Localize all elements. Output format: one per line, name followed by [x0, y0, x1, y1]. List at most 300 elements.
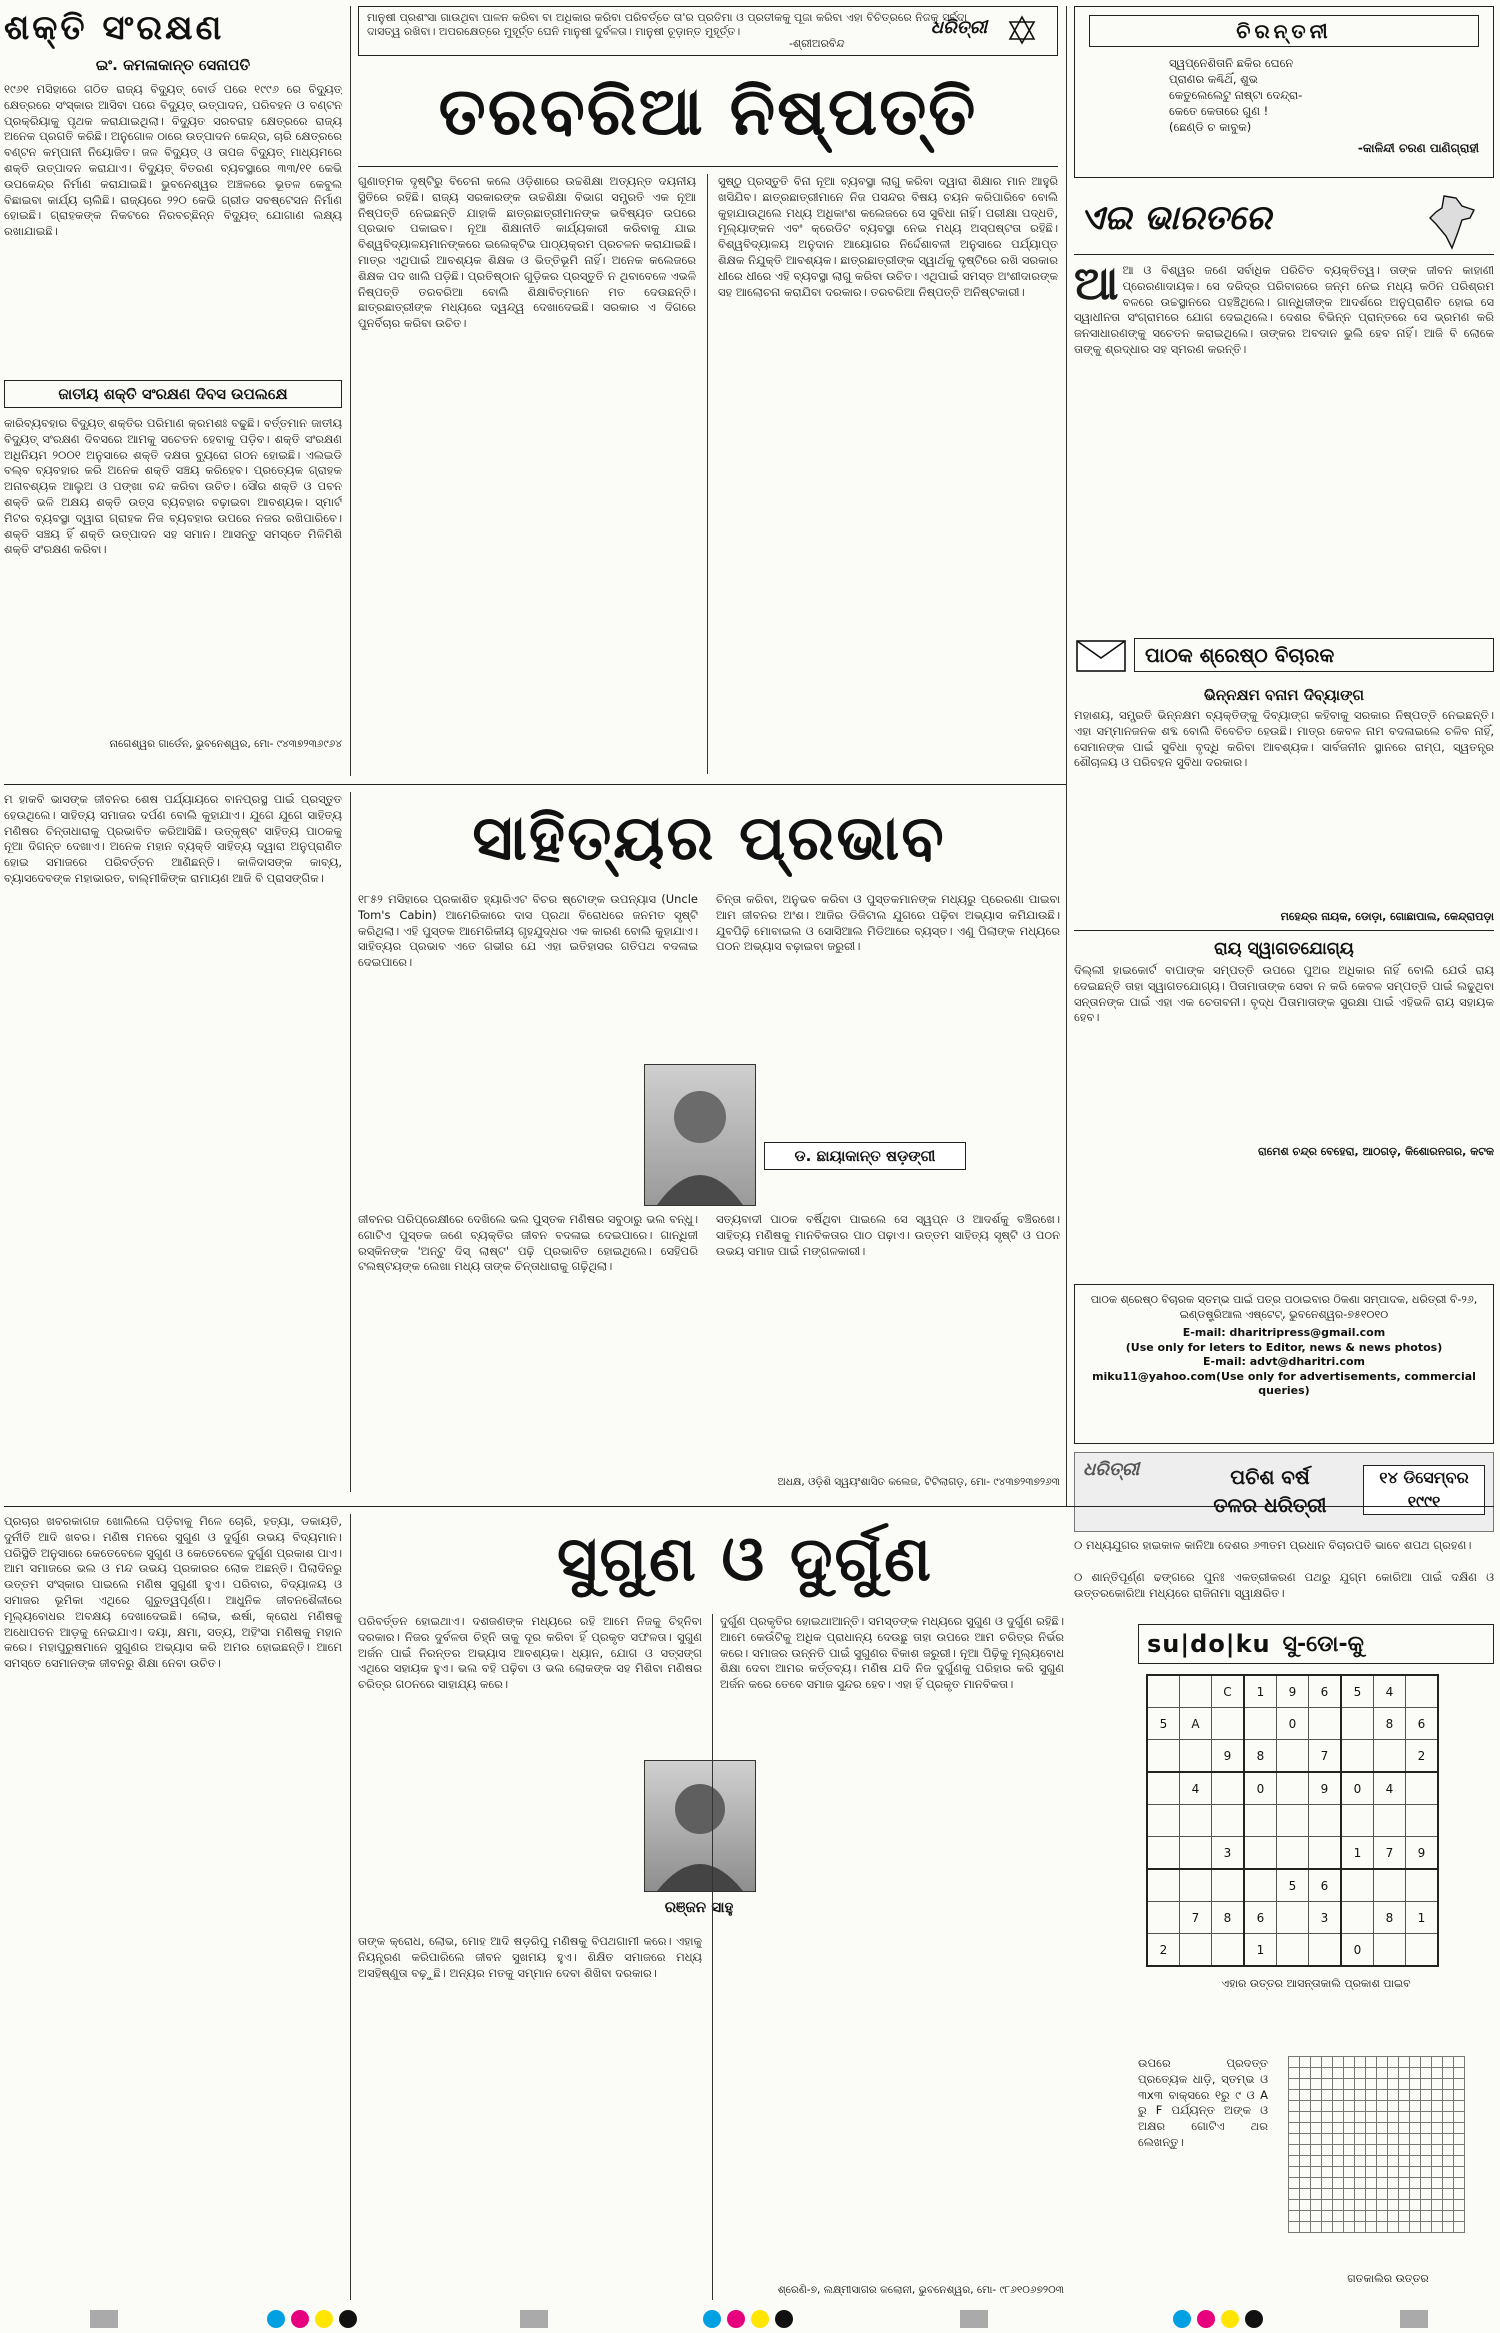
answer-cell — [1366, 2189, 1377, 2200]
sudoku-cell — [1341, 1869, 1374, 1902]
sudoku-cell — [1406, 1869, 1439, 1902]
answer-cell — [1399, 2145, 1410, 2156]
sahitya-col-1: ମ ହାକବି ଭାସଙ୍କ ଜୀବନର ଶେଷ ପର୍ଯ୍ୟାୟରେ ବାନପ୍ରସ୍ଥ ପାଇଁ ପ୍ରସ୍ତୁତ ହେଉଥିଲେ। ସାହିତ୍ୟ ସମାଜର ଦର୍ପଣ ବୋଲି କୁହାଯାଏ। ଯୁଗେ ଯୁଗେ ସାହିତ୍ୟ ମଣିଷର ଚିନ୍ତାଧାରାକୁ ପ୍ରଭାବିତ କରିଆସିଛି। ଉତ୍କୃଷ୍ଟ ସାହିତ୍ୟ ପାଠକକୁ ନୂଆ ଦିଗନ୍ତ ଦେଖାଏ। ଅନେକ ମହାନ ବ୍ୟକ୍ତି ସାହିତ୍ୟ ଦ୍ୱାରା ଅନୁପ୍ରାଣିତ ହୋଇ ସମାଜରେ ପରିବର୍ତ୍ତନ ଆଣିଛନ୍ତି। କାଳିଦାସଙ୍କ କାବ୍ୟ, ବ୍ୟାସଦେବଙ୍କ ମହାଭାରତ, ବାଲ୍ମୀକିଙ୍କ ରାମାୟଣ ଆଜି ବି ପ୍ରାସଙ୍ଗିକ। — [4, 792, 342, 885]
letters-header — [1074, 636, 1494, 676]
answer-cell — [1366, 2090, 1377, 2101]
divider — [1074, 930, 1494, 931]
sudoku-cell — [1147, 1902, 1180, 1934]
poem-line: ପ୍ରାଣର କଣ୍ଢିଥିଁ, ଶୁଭ — [1169, 72, 1258, 86]
star-icon — [1007, 15, 1037, 45]
answer-cell — [1454, 2101, 1465, 2112]
answer-cell — [1399, 2167, 1410, 2178]
answer-cell — [1289, 2156, 1300, 2167]
sudoku-cell — [1180, 1740, 1212, 1773]
answer-cell — [1333, 2189, 1344, 2200]
answer-cell — [1344, 2222, 1355, 2233]
sudoku-cell: 9 — [1212, 1740, 1245, 1773]
sudoku-answer-grid — [1288, 2056, 1465, 2233]
pachisa-logo: ଧରିତ୍ରୀ — [1083, 1459, 1140, 1480]
sudoku-cell — [1147, 1869, 1180, 1902]
sudoku-title-en: su|do|ku — [1147, 1630, 1271, 1658]
article-body: ୧୯୬୧ ମସିହାରେ ଗଠିତ ରାଜ୍ୟ ବିଦ୍ୟୁତ୍ ବୋର୍ଡ ପରେ ୧୯୯୬ ରେ ବିଦ୍ୟୁତ୍ କ୍ଷେତ୍ରରେ ସଂସ୍କାର ଆସିବା ପରେ ବିଦ୍ୟୁତ୍ ଉତ୍ପାଦନ, ପରିବହନ ଓ ବଣ୍ଟନ ପ୍ରକ୍ରିୟାକୁ ପୃଥକ କରାଯାଇଥିଲା। ବିଦ୍ୟୁତ ସରବରାହ କ୍ଷେତ୍ରରେ ରାଜ୍ୟ ଅନେକ ପ୍ରଗତି କରିଛି। ଅନୁଗୋଳ ଠାରେ ଉତ୍ପାଦନ କେନ୍ଦ୍ର, ଚାରି କ୍ଷେତ୍ରରେ ବଣ୍ଟନ କମ୍ପାନୀ ନିୟୋଜିତ। ଜଳ ବିଦ୍ୟୁତ୍ ଓ ତାପଜ ବିଦ୍ୟୁତ୍ ମାଧ୍ୟମରେ ଶକ୍ତି ଉତ୍ପାଦନ କରାଯାଏ। ବିଦ୍ୟୁତ୍ ବିତରଣ ବ୍ୟବସ୍ଥାରେ ୩୩/୧୧ କେଭି ଉପକେନ୍ଦ୍ର ନିର୍ମାଣ କରାଯାଇଛି। ଭୁବନେଶ୍ୱର ଅଞ୍ଚଳରେ ଭୂତଳ କେବୁଲ ବିଛାଇବା କାର୍ଯ୍ୟ ଚାଲିଛି। ରାଜ୍ୟରେ ୨୨୦ କେଭି ଗ୍ରୀଡ ସବଷ୍ଟେସନ ନିର୍ମାଣ ହୋଇଛି। ଗ୍ରାହକଙ୍କ ନିକଟରେ ନିରବଚ୍ଛିନ୍ନ ବିଦ୍ୟୁତ୍ ଯୋଗାଣ ଲକ୍ଷ୍ୟ ରଖାଯାଇଛି। — [4, 82, 342, 239]
sudoku-cell — [1277, 1837, 1309, 1870]
sudoku-header — [1138, 1624, 1494, 1664]
answer-row — [1289, 2145, 1465, 2156]
answer-cell — [1388, 2167, 1399, 2178]
answer-cell — [1432, 2156, 1443, 2167]
sudoku-cell — [1406, 1675, 1439, 1708]
bharat-title: ଏଇ ଭାରତରେ — [1080, 198, 1272, 238]
sudoku-cell — [1180, 1837, 1212, 1870]
answer-cell — [1421, 2101, 1432, 2112]
answer-row — [1289, 2134, 1465, 2145]
answer-cell — [1377, 2057, 1388, 2068]
sudoku-cell — [1212, 1934, 1245, 1967]
answer-cell — [1300, 2101, 1311, 2112]
answer-cell — [1300, 2178, 1311, 2189]
answer-cell — [1410, 2211, 1421, 2222]
answer-cell — [1366, 2101, 1377, 2112]
answer-row — [1289, 2200, 1465, 2211]
answer-cell — [1366, 2222, 1377, 2233]
answer-cell — [1454, 2090, 1465, 2101]
answer-cell — [1454, 2112, 1465, 2123]
answer-cell — [1410, 2112, 1421, 2123]
answer-cell — [1432, 2211, 1443, 2222]
answer-cell — [1399, 2112, 1410, 2123]
answer-cell — [1432, 2134, 1443, 2145]
divider — [4, 784, 1066, 785]
answer-row — [1289, 2211, 1465, 2222]
answer-cell — [1443, 2211, 1454, 2222]
answer-cell — [1300, 2145, 1311, 2156]
letter-1-body: ମହାଶୟ, ସମ୍ପ୍ରତି ଭିନ୍ନକ୍ଷମ ବ୍ୟକ୍ତିଙ୍କୁ ଦିବ୍ୟାଙ୍ଗ କହିବାକୁ ସରକାର ନିଷ୍ପତ୍ତି ନେଇଛନ୍ତି। ଏହା ସମ୍ମାନଜନକ ଶବ୍ଦ ବୋଲି ବିବେଚିତ ହେଉଛି। ମାତ୍ର କେବଳ ନାମ ବଦଳାଇଲେ ଚଳିବ ନାହିଁ, ସେମାନଙ୍କ ପାଇଁ ସୁବିଧା ବୃଦ୍ଧି କରିବା ଆବଶ୍ୟକ। ସାର୍ବଜନୀନ ସ୍ଥାନରେ ରାମ୍ପ, ସ୍ୱତନ୍ତ୍ର ଶୌଚାଳୟ ଓ ପରିବହନ ସୁବିଧା ଦରକାର। — [1074, 708, 1494, 770]
sahitya-col-4: ଜୀବନର ପରିପ୍ରେକ୍ଷୀରେ ଦେଖିଲେ ଭଲ ପୁସ୍ତକ ମଣିଷର ସବୁଠାରୁ ଭଲ ବନ୍ଧୁ। ଗୋଟିଏ ପୁସ୍ତକ ଜଣେ ବ୍ୟକ୍ତିର ଜୀବନ ବଦଳାଇ ଦେଇପାରେ। ଗାନ୍ଧିଜୀ ରସ୍କିନଙ୍କ 'ଅନ୍ଟୁ ଦିସ୍ ଲାଷ୍ଟ' ପଢ଼ି ପ୍ରଭାବିତ ହୋଇଥିଲେ। ସେହିପରି ଟଲଷ୍ଟୟଙ୍କ ଲେଖା ମଧ୍ୟ ତାଙ୍କ ଚିନ୍ତାଧାରାକୁ ଗଢ଼ିଥିଲା। — [358, 1212, 698, 1274]
sudoku-cell — [1244, 1708, 1277, 1740]
sudoku-cell — [1406, 1934, 1439, 1967]
sudoku-cell: 1 — [1406, 1902, 1439, 1934]
answer-row — [1289, 2090, 1465, 2101]
sudoku-cell — [1406, 1772, 1439, 1805]
answer-cell — [1454, 2222, 1465, 2233]
answer-cell — [1443, 2145, 1454, 2156]
answer-cell — [1443, 2200, 1454, 2211]
answer-cell — [1300, 2211, 1311, 2222]
sudoku-note: ଏହାର ଉତ୍ତର ଆସନ୍ତାକାଲି ପ୍ରକାଶ ପାଇବ — [1221, 1977, 1411, 1990]
answer-cell — [1355, 2200, 1366, 2211]
sugun-col-4: ଦୁର୍ଗୁଣ ପ୍ରକୃତିର ହୋଇଥାଆନ୍ତି। ସମସ୍ତଙ୍କ ମଧ୍ୟରେ ସୁଗୁଣ ଓ ଦୁର୍ଗୁଣ ରହିଛି। ଆମେ କେଉଁଟିକୁ ଅଧିକ ପ୍ରାଧାନ୍ୟ ଦେଉଛୁ ତାହା ଉପରେ ଆମ ଚରିତ୍ର ନିର୍ଭର କରେ। ସମାଜର ଉନ୍ନତି ପାଇଁ ସୁଗୁଣର ବିକାଶ ଜରୁରୀ। ନୂଆ ପିଢ଼ିକୁ ମୂଲ୍ୟବୋଧ ଶିକ୍ଷା ଦେବା ଆମର କର୍ତ୍ତବ୍ୟ। ମଣିଷ ଯଦି ନିଜ ଦୁର୍ଗୁଣକୁ ପରିହାର କରି ସୁଗୁଣ ଅର୍ଜନ କରେ ତେବେ ସମାଜ ସୁନ୍ଦର ହେବ। ଏହା ହିଁ ପ୍ରକୃତ ମାନବିକତା। — [720, 1614, 1064, 1692]
sudoku-cell: 8 — [1244, 1740, 1277, 1773]
article-author: ଇଂ. କମଳାକାନ୍ତ ସେନାପତି — [95, 56, 251, 74]
answer-cell — [1443, 2156, 1454, 2167]
answer-cell — [1410, 2090, 1421, 2101]
answer-row — [1289, 2068, 1465, 2079]
answer-cell — [1333, 2200, 1344, 2211]
sudoku-cell — [1212, 1708, 1245, 1740]
answer-cell — [1399, 2189, 1410, 2200]
answer-row — [1289, 2178, 1465, 2189]
article-title: ଶକ୍ତି ସଂରକ୍ଷଣ — [4, 8, 225, 48]
sudoku-cell — [1244, 1837, 1277, 1870]
sudoku-cell: 4 — [1180, 1772, 1212, 1805]
sahitya-col-2: ୧୮୫୨ ମସିହାରେ ପ୍ରକାଶିତ ହ୍ୟାରିଏଟ ବିଚର ଷ୍ଟୋଙ୍କ ଉପନ୍ୟାସ (Uncle Tom's Cabin) ଆମେରିକାରେ ଦାସ ପ୍ରଥା ବିରୋଧରେ ଜନମତ ସୃଷ୍ଟି କରିଥିଲା। ଏହି ପୁସ୍ତକ ଆମେରିକୀୟ ଗୃହଯୁଦ୍ଧର ଏକ କାରଣ ବୋଲି କୁହାଯାଏ। ସାହିତ୍ୟର ପ୍ରଭାବ ଏତେ ଗଭୀର ଯେ ଏହା ଇତିହାସର ଗତିପଥ ବଦଳାଇ ଦେଇପାରେ। — [358, 892, 698, 970]
answer-cell — [1399, 2200, 1410, 2211]
answer-cell — [1333, 2112, 1344, 2123]
answer-cell — [1311, 2167, 1322, 2178]
pachisa-title — [1185, 1463, 1355, 1519]
answer-cell — [1410, 2068, 1421, 2079]
answer-cell — [1344, 2134, 1355, 2145]
answer-cell — [1300, 2068, 1311, 2079]
answer-cell — [1388, 2145, 1399, 2156]
sudoku-row — [1147, 1708, 1438, 1740]
sudoku-row — [1147, 1902, 1438, 1934]
sugun-col-3: ତାଙ୍କ କ୍ରୋଧ, ଲୋଭ, ମୋହ ଆଦି ଷଡ଼ରିପୁ ମଣିଷକୁ ବିପଥଗାମୀ କରେ। ଏହାକୁ ନିୟନ୍ତ୍ରଣ କରିପାରିଲେ ଜୀବନ ସୁଖମୟ ହୁଏ। ଶିକ୍ଷିତ ସମାଜରେ ମଧ୍ୟ ଅସହିଷ୍ଣୁତା ବଢ଼ୁଛି। ଅନ୍ୟର ମତକୁ ସମ୍ମାନ ଦେବା ଶିଖିବା ଦରକାର। — [358, 1934, 702, 1980]
poem-line: ସ୍ୱପ୍ନେଶିତାନି ଛକିର ଘେନେ — [1169, 56, 1294, 70]
print-marks — [0, 2308, 1500, 2330]
answer-cell — [1289, 2211, 1300, 2222]
answer-cell — [1333, 2057, 1344, 2068]
sudoku-cell: 4 — [1374, 1772, 1406, 1805]
answer-cell — [1300, 2079, 1311, 2090]
sudoku-cell — [1147, 1675, 1180, 1708]
answer-cell — [1333, 2134, 1344, 2145]
answer-cell — [1454, 2167, 1465, 2178]
answer-cell — [1322, 2079, 1333, 2090]
sudoku-row — [1147, 1934, 1438, 1967]
sudoku-section — [1138, 1624, 1494, 2304]
pachisa-item: ୦ ଶାନ୍ତିପୂର୍ଣ୍ଣ ଢଙ୍ଗରେ ପୁନଃ ଏକତ୍ରୀକରଣ ପଥରୁ ଯୁଗ୍ମ କୋରିଆ ପାଇଁ ଦକ୍ଷିଣ ଓ ଉତ୍ତରକୋରିଆ ମଧ୍ୟରେ ରାଜିନାମା ସ୍ୱାକ୍ଷରିତ। — [1074, 1570, 1494, 1600]
answer-cell — [1333, 2178, 1344, 2189]
answer-cell — [1333, 2167, 1344, 2178]
sudoku-cell: 6 — [1406, 1708, 1439, 1740]
answer-cell — [1300, 2189, 1311, 2200]
sudoku-cell — [1147, 1805, 1180, 1837]
answer-cell — [1454, 2068, 1465, 2079]
answer-cell — [1432, 2079, 1443, 2090]
answer-cell — [1377, 2189, 1388, 2200]
quote-text: ମାନୁଷୀ ପ୍ରଶଂସା ଗାଉଥିବା ପାଳନ କରିବା ବା ଅଧିକାର କରିବା ପରିବର୍ତ୍ତେ ତା'ର ପ୍ରତିମା ଓ ପ୍ରତୀକକୁ ପୂଜା କରିବା ଏହା ବିଚିତ୍ରରେ ନିଜକୁ ସର୍ବଦା ଦାସତ୍ୱ ରଖିବା। ଅପରକ୍ଷେତ୍ରେ ମୁହୂର୍ତ୍ତ ଘେନି ମାନୁଷୀ ଦୁର୍ବଳତା। ମାନୁଷୀ ଚୂଡ଼ାନ୍ତ ମୁହୂର୍ତ୍ତ। — [367, 11, 967, 38]
answer-cell — [1344, 2068, 1355, 2079]
sugun-byline: ଶ୍ରେଣି-୭, ଲକ୍ଷ୍ମୀସାଗର କଲୋନୀ, ଭୁବନେଶ୍ୱର, ମୋ- ୯୮୬୧୦୬୭୨୦୩ — [777, 2284, 1064, 2296]
answer-cell — [1421, 2178, 1432, 2189]
answer-cell — [1300, 2134, 1311, 2145]
answer-cell — [1355, 2156, 1366, 2167]
answer-cell — [1322, 2145, 1333, 2156]
editorial-col-1: ଗୁଣାତ୍ମକ ଦୃଷ୍ଟିରୁ ବିଚେନା କଲେ ଓଡ଼ିଶାରେ ଉଚ୍ଚଶିକ୍ଷା ଅତ୍ୟନ୍ତ ଦୟନୀୟ ସ୍ଥିତିରେ ରହିଛି। ରାଜ୍ୟ ସରକାରଙ୍କ ଉଚ୍ଚଶିକ୍ଷା ବିଭାଗ ସମ୍ପ୍ରତି ଏକ ନୂଆ ନିଷ୍ପତ୍ତି ନେଇଛନ୍ତି ଯାହାକି ଛାତ୍ରଛାତ୍ରୀମାନଙ୍କ ଭବିଷ୍ୟତ ଉପରେ ପ୍ରଭାବ ପକାଇବ। ନୂଆ ଶିକ୍ଷାନୀତି କାର୍ଯ୍ୟକାରୀ କରିବାକୁ ଯାଇ ବିଶ୍ୱବିଦ୍ୟାଳୟମାନଙ୍କରେ ଇଲେକ୍ଟିଭ ପାଠ୍ୟକ୍ରମ ପ୍ରଚଳନ କରାଯାଇଛି। ମାତ୍ର ଏଥିପାଇଁ ଆବଶ୍ୟକ ଶିକ୍ଷକ ଓ ଭିତ୍ତିଭୂମି ନାହିଁ। ଅନେକ କଲେଜରେ ଶିକ୍ଷକ ପଦ ଖାଲି ପଡ଼ିଛି। ପ୍ରତିଷ୍ଠାନ ଗୁଡ଼ିକର ପ୍ରସ୍ତୁତି ନ ଥିବାବେଳେ ଏଭଳି ନିଷ୍ପତ୍ତି ତରବରିଆ ବୋଲି ଶିକ୍ଷାବିତ୍‌ମାନେ ମତ ଦେଉଛନ୍ତି। ଛାତ୍ରଛାତ୍ରୀଙ୍କ ମଧ୍ୟରେ ଦ୍ୱନ୍ଦ୍ୱ ଦେଖାଦେଇଛି। ସରକାର ଏ ଦିଗରେ ପୁନର୍ବିଚାର କରିବା ଉଚିତ। — [358, 174, 696, 331]
sudoku-cell: 5 — [1277, 1869, 1309, 1902]
india-map-icon — [1422, 192, 1482, 256]
answer-cell — [1289, 2178, 1300, 2189]
poem-line: କେତେ କେତାରେ ଗୁଣ ! — [1169, 104, 1269, 118]
answer-row — [1289, 2079, 1465, 2090]
answer-cell — [1377, 2156, 1388, 2167]
answer-cell — [1432, 2068, 1443, 2079]
answer-cell — [1322, 2211, 1333, 2222]
answer-cell — [1355, 2211, 1366, 2222]
sudoku-cell — [1277, 1934, 1309, 1967]
editorial — [358, 62, 1058, 776]
answer-row — [1289, 2167, 1465, 2178]
answer-cell — [1443, 2090, 1454, 2101]
sudoku-title-or: ସୁ-ଡୋ-କୁ — [1282, 1631, 1364, 1657]
answer-cell — [1421, 2211, 1432, 2222]
gray-swatch — [520, 2310, 548, 2328]
answer-cell — [1388, 2079, 1399, 2090]
answer-cell — [1289, 2200, 1300, 2211]
chirantani-title: ଚିରନ୍ତନୀ — [1089, 15, 1479, 47]
article-sahitya — [4, 792, 1060, 1498]
answer-cell — [1311, 2200, 1322, 2211]
answer-cell — [1289, 2112, 1300, 2123]
answer-cell — [1344, 2123, 1355, 2134]
answer-cell — [1388, 2068, 1399, 2079]
answer-cell — [1377, 2123, 1388, 2134]
sudoku-row — [1147, 1675, 1438, 1708]
answer-cell — [1344, 2057, 1355, 2068]
cmyk-marks — [1170, 2310, 1266, 2332]
answer-cell — [1399, 2090, 1410, 2101]
answer-cell — [1322, 2167, 1333, 2178]
sudoku-cell — [1244, 1869, 1277, 1902]
answer-cell — [1366, 2156, 1377, 2167]
answer-cell — [1421, 2123, 1432, 2134]
sudoku-cell — [1147, 1837, 1180, 1870]
letter-2-title: ରାୟ ସ୍ୱାଗତଯୋଗ୍ୟ — [1214, 939, 1354, 959]
gray-swatch — [960, 2310, 988, 2328]
answer-cell — [1388, 2123, 1399, 2134]
answer-cell — [1344, 2101, 1355, 2112]
sudoku-cell: 8 — [1212, 1902, 1245, 1934]
answer-cell — [1355, 2145, 1366, 2156]
answer-cell — [1454, 2134, 1465, 2145]
answer-cell — [1377, 2112, 1388, 2123]
sudoku-cell — [1341, 1805, 1374, 1837]
answer-cell — [1454, 2200, 1465, 2211]
answer-cell — [1388, 2057, 1399, 2068]
sudoku-cell — [1341, 1740, 1374, 1773]
answer-cell — [1355, 2101, 1366, 2112]
sudoku-cell: 0 — [1277, 1708, 1309, 1740]
answer-cell — [1333, 2090, 1344, 2101]
answer-cell — [1289, 2134, 1300, 2145]
sudoku-cell: 8 — [1374, 1902, 1406, 1934]
sudoku-cell: 6 — [1309, 1869, 1342, 1902]
answer-cell — [1311, 2156, 1322, 2167]
gray-swatch — [90, 2310, 118, 2328]
divider — [350, 792, 351, 1492]
answer-cell — [1311, 2211, 1322, 2222]
sahitya-col-3: ଚିନ୍ତା କରିବା, ଅନୁଭବ କରିବା ଓ ପୁସ୍ତକମାନଙ୍କ ମଧ୍ୟରୁ ପ୍ରେରଣା ପାଇବା ଆମ ଜୀବନର ଅଂଶ। ଆଜିର ଡିଜିଟାଲ ଯୁଗରେ ପଢ଼ିବା ଅଭ୍ୟାସ କମିଯାଉଛି। ଯୁବପିଢ଼ି ମୋବାଇଲ ଓ ସୋସିଆଲ ମିଡିଆରେ ବ୍ୟସ୍ତ। ଏଣୁ ପିଲାଙ୍କ ମଧ୍ୟରେ ପଠନ ଅଭ୍ୟାସ ବଢ଼ାଇବା ଜରୁରୀ। — [716, 892, 1060, 954]
answer-cell — [1311, 2101, 1322, 2112]
answer-cell — [1300, 2090, 1311, 2101]
answer-cell — [1333, 2211, 1344, 2222]
answer-cell — [1289, 2079, 1300, 2090]
answer-cell — [1344, 2079, 1355, 2090]
sudoku-cell: 9 — [1277, 1675, 1309, 1708]
letter-1-sign: ମହେନ୍ଦ୍ର ନାୟକ, ଡୋଡ଼ା, ଗୋଛାପାଲ, କେନ୍ଦ୍ରାପଡ଼ା — [1280, 910, 1494, 923]
pachisa-date — [1363, 1465, 1485, 1515]
answer-cell — [1311, 2079, 1322, 2090]
answer-cell — [1432, 2090, 1443, 2101]
answer-cell — [1289, 2145, 1300, 2156]
answer-cell — [1443, 2189, 1454, 2200]
contact-email-2: E-mail: advt@dharitri.com — [1203, 1355, 1365, 1368]
letter-1-title: ଭିନ୍ନକ୍ଷମ ବନାମ ଦିବ୍ୟାଙ୍ଗ — [1203, 686, 1365, 704]
sudoku-cell — [1277, 1740, 1309, 1773]
answer-cell — [1311, 2145, 1322, 2156]
answer-cell — [1311, 2222, 1322, 2233]
answer-cell — [1333, 2156, 1344, 2167]
answer-cell — [1443, 2112, 1454, 2123]
sudoku-cell — [1374, 1740, 1406, 1773]
answer-row — [1289, 2189, 1465, 2200]
answer-cell — [1355, 2134, 1366, 2145]
sahitya-byline: ଅଧକ୍ଷ, ଓଡ଼ିଶି ସ୍ୱୟଂଶାସିତ କଲେଜ, ଟିଟିଲାଗଡ଼, ମୋ- ୯୪୩୭୨୩୭୨୬୩ — [777, 1476, 1060, 1488]
answer-cell — [1399, 2079, 1410, 2090]
answer-cell — [1355, 2167, 1366, 2178]
answer-cell — [1322, 2222, 1333, 2233]
answer-cell — [1344, 2189, 1355, 2200]
sudoku-cell — [1212, 1805, 1245, 1837]
answer-cell — [1289, 2101, 1300, 2112]
sudoku-cell: 6 — [1309, 1675, 1342, 1708]
answer-cell — [1322, 2057, 1333, 2068]
answer-cell — [1300, 2200, 1311, 2211]
article-sugun — [4, 1514, 1132, 2304]
sudoku-row — [1147, 1805, 1438, 1837]
answer-cell — [1432, 2123, 1443, 2134]
answer-cell — [1366, 2145, 1377, 2156]
answer-cell — [1454, 2079, 1465, 2090]
sahitya-col-5: ସତ୍ୟବାଦୀ ପାଠକ ବର୍ଷିଥିବା ପାଇଲେ ସେ ସ୍ୱପ୍ନ ଓ ଆଦର୍ଶକୁ ବଞ୍ଚିରଖେ। ସାହିତ୍ୟ ମଣିଷକୁ ମାନବିକତାର ପାଠ ପଢ଼ାଏ। ଉତ୍ତମ ସାହିତ୍ୟ ସୃଷ୍ଟି ଓ ପଠନ ଉଭୟ ସମାଜ ପାଇଁ ମଙ୍ଗଳକାରୀ। — [716, 1212, 1060, 1258]
answer-cell — [1300, 2156, 1311, 2167]
answer-cell — [1355, 2112, 1366, 2123]
answer-cell — [1377, 2101, 1388, 2112]
answer-cell — [1322, 2123, 1333, 2134]
answer-cell — [1443, 2134, 1454, 2145]
answer-cell — [1300, 2057, 1311, 2068]
sudoku-cell — [1212, 1772, 1245, 1805]
sudoku-cell: 2 — [1406, 1740, 1439, 1773]
sudoku-cell: 6 — [1244, 1902, 1277, 1934]
answer-cell — [1399, 2178, 1410, 2189]
sudoku-cell: 7 — [1309, 1740, 1342, 1773]
sudoku-cell — [1277, 1902, 1309, 1934]
answer-cell — [1454, 2156, 1465, 2167]
answer-cell — [1300, 2222, 1311, 2233]
editorial-title: ତରବରିଆ ନିଷ୍ପତ୍ତି — [438, 73, 978, 150]
divider — [712, 1614, 713, 2300]
answer-cell — [1388, 2178, 1399, 2189]
sudoku-cell — [1309, 1708, 1342, 1740]
answer-cell — [1311, 2068, 1322, 2079]
answer-cell — [1322, 2189, 1333, 2200]
sudoku-cell: 0 — [1341, 1772, 1374, 1805]
pachisa-item: ୦ ମଧ୍ୟଯୁଗର ହାଇକାଳ କାନିଆ ଦେଶର ୬୩ତମ ପ୍ରଧାନ ବିଚାରପତି ଭାବେ ଶପଥ ଗ୍ରହଣ। — [1074, 1538, 1472, 1552]
answer-cell — [1410, 2145, 1421, 2156]
answer-cell — [1399, 2057, 1410, 2068]
article-energy — [4, 6, 342, 776]
answer-cell — [1421, 2145, 1432, 2156]
answer-cell — [1399, 2156, 1410, 2167]
answer-cell — [1421, 2079, 1432, 2090]
divider — [350, 1514, 351, 2300]
sudoku-cell: 3 — [1309, 1902, 1342, 1934]
sudoku-cell — [1180, 1869, 1212, 1902]
answer-cell — [1311, 2134, 1322, 2145]
sudoku-row — [1147, 1772, 1438, 1805]
answer-cell — [1410, 2200, 1421, 2211]
sudoku-cell: 5 — [1341, 1675, 1374, 1708]
answer-cell — [1322, 2178, 1333, 2189]
answer-cell — [1410, 2079, 1421, 2090]
answer-cell — [1344, 2211, 1355, 2222]
answer-row — [1289, 2156, 1465, 2167]
pachisa-title-2: ତଳର ଧରିତ୍ରୀ — [1213, 1493, 1327, 1517]
answer-cell — [1421, 2057, 1432, 2068]
cmyk-marks — [700, 2310, 796, 2332]
sudoku-cell — [1277, 1772, 1309, 1805]
sugun-title: ସୁଗୁଣ ଓ ଦୁର୍ଗୁଣ — [557, 1522, 933, 1595]
answer-cell — [1443, 2178, 1454, 2189]
answer-cell — [1366, 2134, 1377, 2145]
answer-cell — [1355, 2189, 1366, 2200]
article-subhead: ଜାତୀୟ ଶକ୍ତି ସଂରକ୍ଷଣ ଦିବସ ଉପଲକ୍ଷେ — [4, 380, 342, 408]
sudoku-cell: 9 — [1406, 1837, 1439, 1870]
answer-cell — [1322, 2112, 1333, 2123]
chirantani-author: -କାଳିନ୍ଦୀ ଚରଣ ପାଣିଗ୍ରାହୀ — [1357, 141, 1479, 155]
sudoku-answer-label: ଗତକାଲିର ଉତ୍ତର — [1347, 2272, 1429, 2285]
contact-email-1-note: (Use only for leters to Editor, news & news photos) — [1125, 1340, 1443, 1354]
answer-cell — [1377, 2134, 1388, 2145]
answer-cell — [1311, 2112, 1322, 2123]
sudoku-row — [1147, 1837, 1438, 1870]
answer-cell — [1388, 2222, 1399, 2233]
answer-cell — [1322, 2090, 1333, 2101]
answer-cell — [1399, 2101, 1410, 2112]
answer-cell — [1322, 2101, 1333, 2112]
answer-cell — [1355, 2068, 1366, 2079]
answer-cell — [1410, 2134, 1421, 2145]
dharitri-logo: ଧରିତ୍ରୀ — [930, 17, 987, 38]
answer-cell — [1421, 2200, 1432, 2211]
answer-cell — [1377, 2167, 1388, 2178]
answer-cell — [1366, 2112, 1377, 2123]
sahitya-title: ସାହିତ୍ୟର ପ୍ରଭାବ — [472, 801, 946, 874]
sudoku-cell — [1374, 1805, 1406, 1837]
pachisa-section — [1074, 1452, 1494, 1612]
sudoku-cell: A — [1180, 1708, 1212, 1740]
answer-cell — [1311, 2178, 1322, 2189]
answer-cell — [1355, 2178, 1366, 2189]
answer-cell — [1377, 2222, 1388, 2233]
sudoku-cell: 7 — [1374, 1837, 1406, 1870]
answer-cell — [1344, 2090, 1355, 2101]
answer-cell — [1355, 2123, 1366, 2134]
sudoku-cell — [1277, 1805, 1309, 1837]
editorial-col-2: ସୁଷ୍ଠୁ ପ୍ରସ୍ତୁତି ବିନା ନୂଆ ବ୍ୟବସ୍ଥା ଲାଗୁ କରିବା ଦ୍ୱାରା ଶିକ୍ଷାର ମାନ ଆହୁରି ଖସିଯିବ। ଛାତ୍ରଛାତ୍ରୀମାନେ ନିଜ ପସନ୍ଦର ବିଷୟ ଚୟନ କରିପାରିବେ ବୋଲି କୁହାଯାଉଥିଲେ ମଧ୍ୟ ଅଧିକାଂଶ କଲେଜରେ ସେ ସୁବିଧା ନାହିଁ। ପରୀକ୍ଷା ପଦ୍ଧତି, ମୂଲ୍ୟାଙ୍କନ ଏବଂ କ୍ରେଡିଟ ବ୍ୟବସ୍ଥା ନେଇ ମଧ୍ୟ ଅସ୍ପଷ୍ଟତା ରହିଛି। ବିଶ୍ୱବିଦ୍ୟାଳୟ ଅନୁଦାନ ଆୟୋଗର ନିର୍ଦ୍ଦେଶାବଳୀ ଅନୁସାରେ ପର୍ଯ୍ୟାପ୍ତ ଶିକ୍ଷକ ନିଯୁକ୍ତି ଆବଶ୍ୟକ। ଛାତ୍ରଛାତ୍ରୀଙ୍କ ସ୍ୱାର୍ଥକୁ ଦୃଷ୍ଟିରେ ରଖି ସରକାର ଧୀରେ ଧୀରେ ଏହି ବ୍ୟବସ୍ଥା ଲାଗୁ କରିବା ଉଚିତ। ଏଥିପାଇଁ ସମସ୍ତ ଅଂଶୀଦାରଙ୍କ ସହ ଆଲୋଚନା କରାଯିବା ଦରକାର। ତରବରିଆ ନିଷ୍ପତ୍ତି ଅନିଷ୍ଟକାରୀ। — [718, 174, 1058, 299]
answer-cell — [1311, 2123, 1322, 2134]
answer-cell — [1388, 2090, 1399, 2101]
answer-cell — [1410, 2178, 1421, 2189]
answer-cell — [1344, 2167, 1355, 2178]
bharat-text: ଆ ଓ ବିଶ୍ୱର ଜଣେ ସର୍ବାଧିକ ପରିଚିତ ବ୍ୟକ୍ତିତ୍ୱ। ତାଙ୍କ ଜୀବନ କାହାଣୀ ପ୍ରେରଣାଦାୟକ। ସେ ଦରିଦ୍ର ପରିବାରରେ ଜନ୍ମ ନେଇ ମଧ୍ୟ କଠିନ ପରିଶ୍ରମ ବଳରେ ଉଚ୍ଚସ୍ଥାନରେ ପହଞ୍ଚିଥିଲେ। ଗାନ୍ଧିଜୀଙ୍କ ଆଦର୍ଶରେ ଅନୁପ୍ରାଣିତ ହୋଇ ସେ ସ୍ୱାଧୀନତା ସଂଗ୍ରାମରେ ଯୋଗ ଦେଇଥିଲେ। ଦେଶର ବିଭିନ୍ନ ପ୍ରାନ୍ତରେ ସେ ଭ୍ରମଣ କରି ଜନସାଧାରଣଙ୍କୁ ସଚେତନ କରାଇଥିଲେ। ତାଙ୍କର ଅବଦାନ ଭୁଲି ହେବ ନାହିଁ। ଆଜି ବି ଲୋକେ ତାଙ୍କୁ ଶ୍ରଦ୍ଧାର ସହ ସ୍ମରଣ କରନ୍ତି। — [1074, 263, 1494, 356]
answer-cell — [1410, 2101, 1421, 2112]
answer-cell — [1377, 2090, 1388, 2101]
answer-cell — [1377, 2068, 1388, 2079]
answer-cell — [1377, 2178, 1388, 2189]
